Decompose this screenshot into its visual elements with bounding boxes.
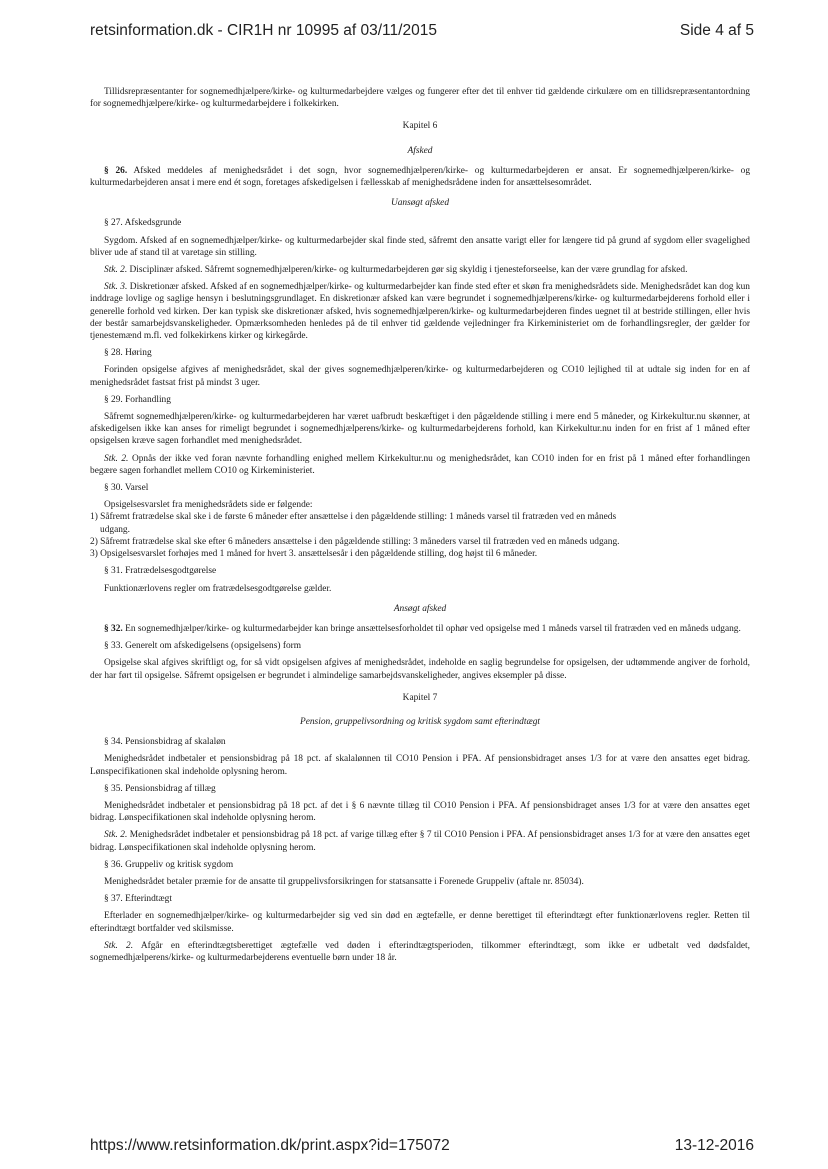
section-29-text: Såfremt sognemedhjælperen/kirke- og kulturmedarbejderen har været uafbrudt beskæftiget i den pågældende stilling i mere end 5 måneder, og Kirkekultur.nu skønner, at afskedigelsen ikke kan anses for rimeligt begrundet i sognemedhjælperens/kirke- og kulturmedarbejderens forhold, kan Kirkekultur.nu inden for en frist af 1 måned efter opsigelsen kræve sagen forhandlet med menighedsrådet. — [90, 412, 750, 447]
section-27-stk-3 — [90, 281, 750, 342]
section-28-heading: § 28. Høring — [104, 348, 152, 359]
list-item-text: 1) Såfremt fratrædelse skal ske i de første 6 måneder efter ansættelse i den pågældende stilling: 1 måneds varsel til fratræden ved en måneds — [90, 512, 617, 523]
section-28-text: Forinden opsigelse afgives af menighedsrådet, skal der gives sognemedhjælperen/kirke- og kulturmedarbejderen og CO10 lejlighed til at udtale sig inden for en af menighedsrådet fastsat frist på mindst 3 uger. — [90, 365, 750, 388]
section-29-stk-2 — [90, 453, 750, 477]
section-35-heading: § 35. Pensionsbidrag af tillæg — [104, 783, 216, 794]
stk-text: Opnås der ikke ved foran nævnte forhandling enighed mellem Kirkekultur.nu og menighedsrådet, kan CO10 inden for en frist på 1 måned efter forhandlingen begære sagen forhandlet mellem CO10 og Kirkeministeriet. — [90, 453, 751, 476]
section-36-text: Menighedsrådet betaler præmie for de ansatte til gruppelivsforsikringen for statsansatte i Forenede Gruppeliv (aftale nr. 85034). — [104, 876, 584, 887]
list-item: 3) Opsigelsesvarslet forhøjes med 1 måned for hvert 3. ansættelsesår i den pågældende stilling, dog højst til 6 måneder. — [90, 549, 538, 560]
section-35-text: Menighedsrådet indbetaler et pensionsbidrag på 18 pct. af det i § 6 nævnte tillæg til CO10 Pension i PFA. Af pensionsbidraget anses 1/3 for at være den ansattes eget bidrag. Lønspecifikationen skal indeholde oplysning herom. — [90, 800, 750, 824]
section-27-heading: § 27. Afskedsgrunde — [104, 218, 182, 229]
list-item — [90, 511, 750, 535]
footer-date: 13-12-2016 — [674, 1137, 754, 1154]
section-36-heading: § 36. Gruppeliv og kritisk sygdom — [104, 859, 234, 870]
section-35-stk-2 — [90, 829, 750, 853]
ansoegt-afsked-heading: Ansøgt afsked — [393, 603, 447, 614]
section-33-heading: § 33. Generelt om afskedigelsens (opsigelsens) form — [104, 641, 302, 652]
section-37-heading: § 37. Efterindtægt — [104, 894, 172, 905]
footer-url: https://www.retsinformation.dk/print.aspx?id=175072 — [90, 1137, 450, 1154]
section-26-text: Afsked meddeles af menighedsrådet i det sogn, hvor sognemedhjælperen/kirke- og kulturmedarbejderen er ansat. Er sognemedhjælperen/kirke- og kulturmedarbejderen ansat i mere end ét sogn, foretages afskedigelsen i fællesskab af menighedsrådene inden for ansættelsesområdet. — [90, 165, 751, 189]
chapter-6-heading: Kapitel 6 — [402, 121, 438, 132]
afsked-heading: Afsked — [407, 145, 433, 156]
section-33-text: Opsigelse skal afgives skriftligt og, for så vidt opsigelsen afgives af menighedsrådet, indeholde en saglig begrundelse for opsigelsen, der udtømmende angiver de forhold, der har ført til opsigelse. Såfremt opsigelsen er begrundet i almindelige samarbejdsvanskeligheder, angives eksempler på disse. — [90, 658, 750, 681]
pension-heading: Pension, gruppelivsordning og kritisk sygdom samt efterindtægt — [299, 716, 540, 727]
section-27-paragraph-1: Sygdom. Afsked af en sognemedhjælper/kirke- og kulturmedarbejder skal finde sted, såfremt den ansatte varigt eller for længere tid på grund af sygdom eller svagelighed bliver ude af stand til at varetage sin stilling. — [90, 235, 750, 258]
page-footer — [90, 1137, 754, 1155]
page-header — [90, 22, 754, 40]
section-37-text: Efterlader en sognemedhjælper/kirke- og kulturmedarbejder sig ved sin død en ægtefælle, er denne berettiget til efterindtægt efter funktionærlovens regler. Retten til efterindtægt bortfalder ved skilsmisse. — [90, 911, 750, 934]
stk-label: Stk. 2. — [104, 265, 128, 276]
section-26-label: § 26. — [104, 165, 128, 176]
section-34-heading: § 34. Pensionsbidrag af skalaløn — [104, 737, 226, 748]
stk-text: Disciplinær afsked. Såfremt sognemedhjælperen/kirke- og kulturmedarbejderen gør sig skyldig i tjenesteforseelse, kan der være grundlag for afsked. — [129, 265, 688, 276]
section-32-text: En sognemedhjælper/kirke- og kulturmedarbejder kan bringe ansættelsesforholdet til ophør ved opsigelse med 1 måneds varsel til fratræden ved en måneds udgang. — [125, 623, 741, 634]
section-31-text: Funktionærlovens regler om fratrædelsesgodtgørelse gælder. — [104, 583, 332, 594]
section-32-label: § 32. — [104, 623, 123, 634]
list-item: 2) Såfremt fratrædelse skal ske efter 6 måneders ansættelse i den pågældende stilling: 3 måneders varsel til fratræden ved en måneds udgang. — [90, 536, 620, 547]
document-title: retsinformation.dk - CIR1H nr 10995 af 03/11/2015 — [90, 22, 437, 39]
stk-label: Stk. 3. — [104, 282, 128, 293]
document-body — [90, 86, 750, 969]
list-item-continuation: udgang. — [100, 524, 130, 535]
section-26 — [90, 165, 750, 189]
section-30-list — [90, 499, 750, 560]
stk-text: Diskretionær afsked. Afsked af en sognemedhjælper/kirke- og kulturmedarbejder kan finde sted efter et skøn fra menighedsrådets side. Menighedsrådet kan dog kun inddrage lovlige og saglige hensyn i beslutningsgrundlaget. En diskretionær afsked kan være begrundet i sognemedhjælperens/kirke- og kulturmedarbejderens forhold eller i generelle forhold ved kirken. Der kan typisk ske diskretionær afsked, hvis sognemedhjælperen/kirke- og kulturmedarbejderen findes uegnet til at bestride stillingen, eller hvis der består samarbejdsvanskeligheder. Opmærksomheden henledes på de til enhver tid gældende vejledninger fra Kirkeministeriet om de forhandlingsregler, der gælder for tjenestemænd m.fl. ved folkekirkens kirker og kirkegårde. — [90, 282, 750, 342]
paragraph-intro: Tillidsrepræsentanter for sognemedhjælpere/kirke- og kulturmedarbejdere vælges og fungerer efter det til enhver tid gældende cirkulære om en tillidsrepræsentantordning for sognemedhjælpere/kirke- og kulturmedarbejdere i folkekirken. — [90, 87, 750, 110]
section-27-stk-2 — [90, 264, 750, 276]
section-29-heading: § 29. Forhandling — [104, 394, 171, 405]
chapter-7-heading: Kapitel 7 — [402, 692, 438, 703]
section-32 — [90, 623, 750, 635]
section-34-text: Menighedsrådet indbetaler et pensionsbidrag på 18 pct. af skalalønnen til CO10 Pension i PFA. Af pensionsbidraget anses 1/3 for at være den ansattes eget bidrag. Lønspecifikationen skal indeholde oplysning herom. — [90, 754, 750, 777]
section-30-intro: Opsigelsesvarslet fra menighedsrådets side er følgende: — [104, 500, 313, 511]
stk-label: Stk. 2. — [104, 940, 134, 951]
section-30-heading: § 30. Varsel — [104, 483, 149, 494]
stk-text: Afgår en efterindtægtsberettiget ægtefælle ved døden i efterindtægtsperioden, tilkommer efterindtægt, som ikke er udbetalt ved dødsfaldet, sognemedhjælperens/kirke- og kulturmedarbejderens eventuelle børn under 18 år. — [90, 940, 750, 963]
uansoegt-afsked-heading: Uansøgt afsked — [390, 198, 450, 209]
stk-label: Stk. 2. — [104, 830, 128, 841]
page-number: Side 4 af 5 — [679, 22, 754, 39]
section-37-stk-2 — [90, 940, 750, 964]
stk-text: Menighedsrådet indbetaler et pensionsbidrag på 18 pct. af varige tillæg efter § 7 til CO10 Pension i PFA. Af pensionsbidraget anses 1/3 for at være den ansattes eget bidrag. Lønspecifikationen skal indeholde oplysning herom. — [90, 830, 750, 853]
stk-label: Stk. 2. — [104, 453, 129, 464]
section-31-heading: § 31. Fratrædelsesgodtgørelse — [104, 566, 217, 577]
